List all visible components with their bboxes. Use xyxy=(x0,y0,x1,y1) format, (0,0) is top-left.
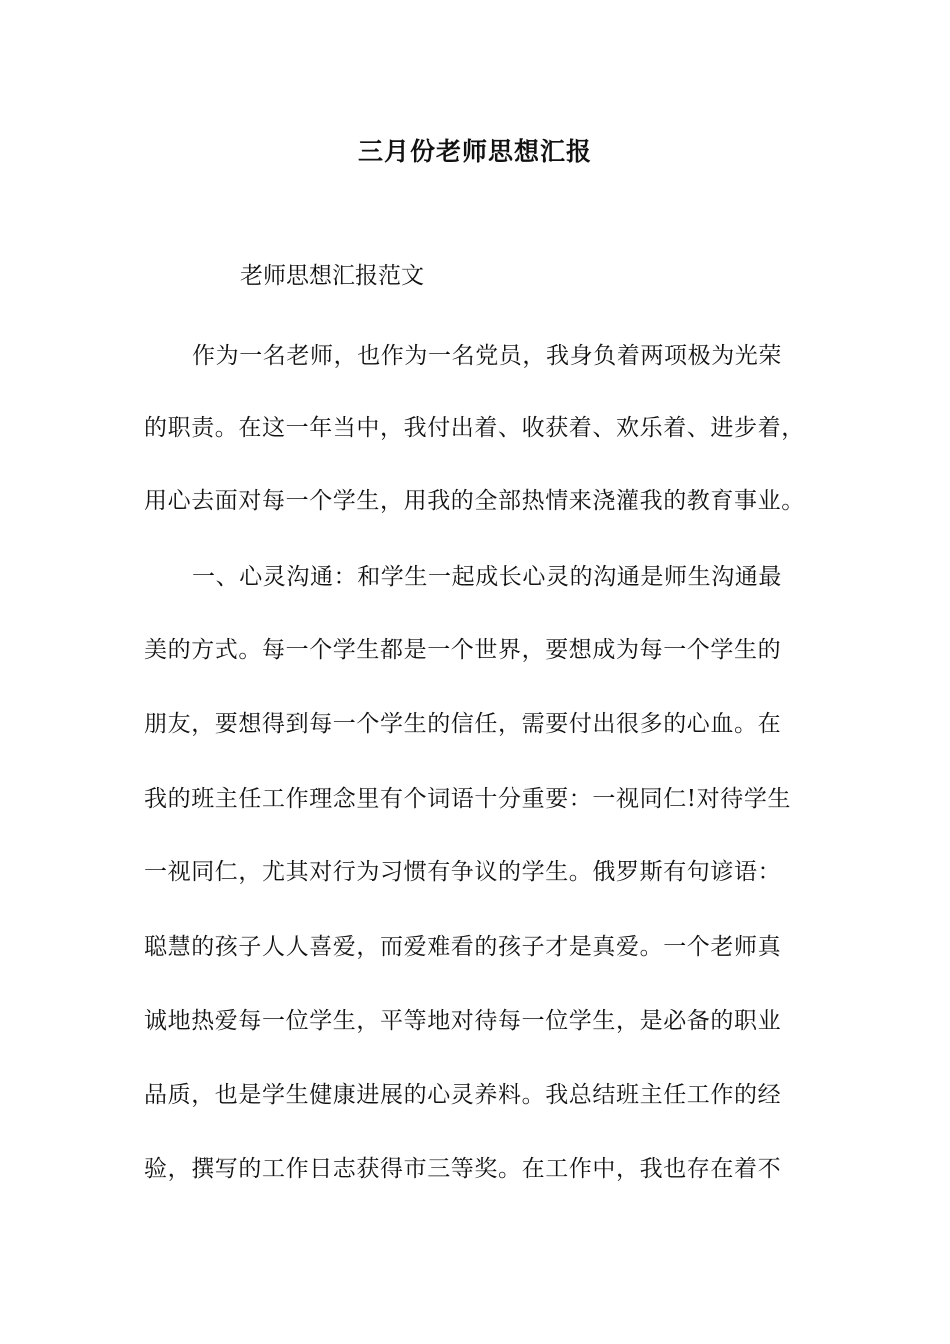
paragraph-line: 我的班主任工作理念里有个词语十分重要：一视同仁!对待学生 xyxy=(144,786,792,812)
document-subtitle: 老师思想汇报范文 xyxy=(240,263,424,289)
paragraph-line: 美的方式。每一个学生都是一个世界，要想成为每一个学生的 xyxy=(144,637,782,663)
paragraph-line: 品质，也是学生健康进展的心灵养料。我总结班主任工作的经 xyxy=(144,1082,782,1108)
paragraph-line: 诚地热爱每一位学生，平等地对待每一位学生，是必备的职业 xyxy=(144,1008,782,1034)
paragraph-line: 一、心灵沟通：和学生一起成长心灵的沟通是师生沟通最 xyxy=(192,564,782,590)
paragraph-line: 验，撰写的工作日志获得市三等奖。在工作中，我也存在着不 xyxy=(144,1156,782,1182)
paragraph-line: 的职责。在这一年当中，我付出着、收获着、欢乐着、进步着， xyxy=(144,415,805,441)
paragraph-line: 用心去面对每一个学生，用我的全部热情来浇灌我的教育事业。 xyxy=(144,488,805,514)
paragraph-line: 作为一名老师，也作为一名党员，我身负着两项极为光荣 xyxy=(192,343,782,369)
paragraph-line: 一视同仁，尤其对行为习惯有争议的学生。俄罗斯有句谚语： xyxy=(144,859,782,885)
paragraph-line: 朋友，要想得到每一个学生的信任，需要付出很多的心血。在 xyxy=(144,711,782,737)
paragraph-line: 聪慧的孩子人人喜爱，而爱难看的孩子才是真爱。一个老师真 xyxy=(144,934,782,960)
document-title: 三月份老师思想汇报 xyxy=(357,137,592,166)
